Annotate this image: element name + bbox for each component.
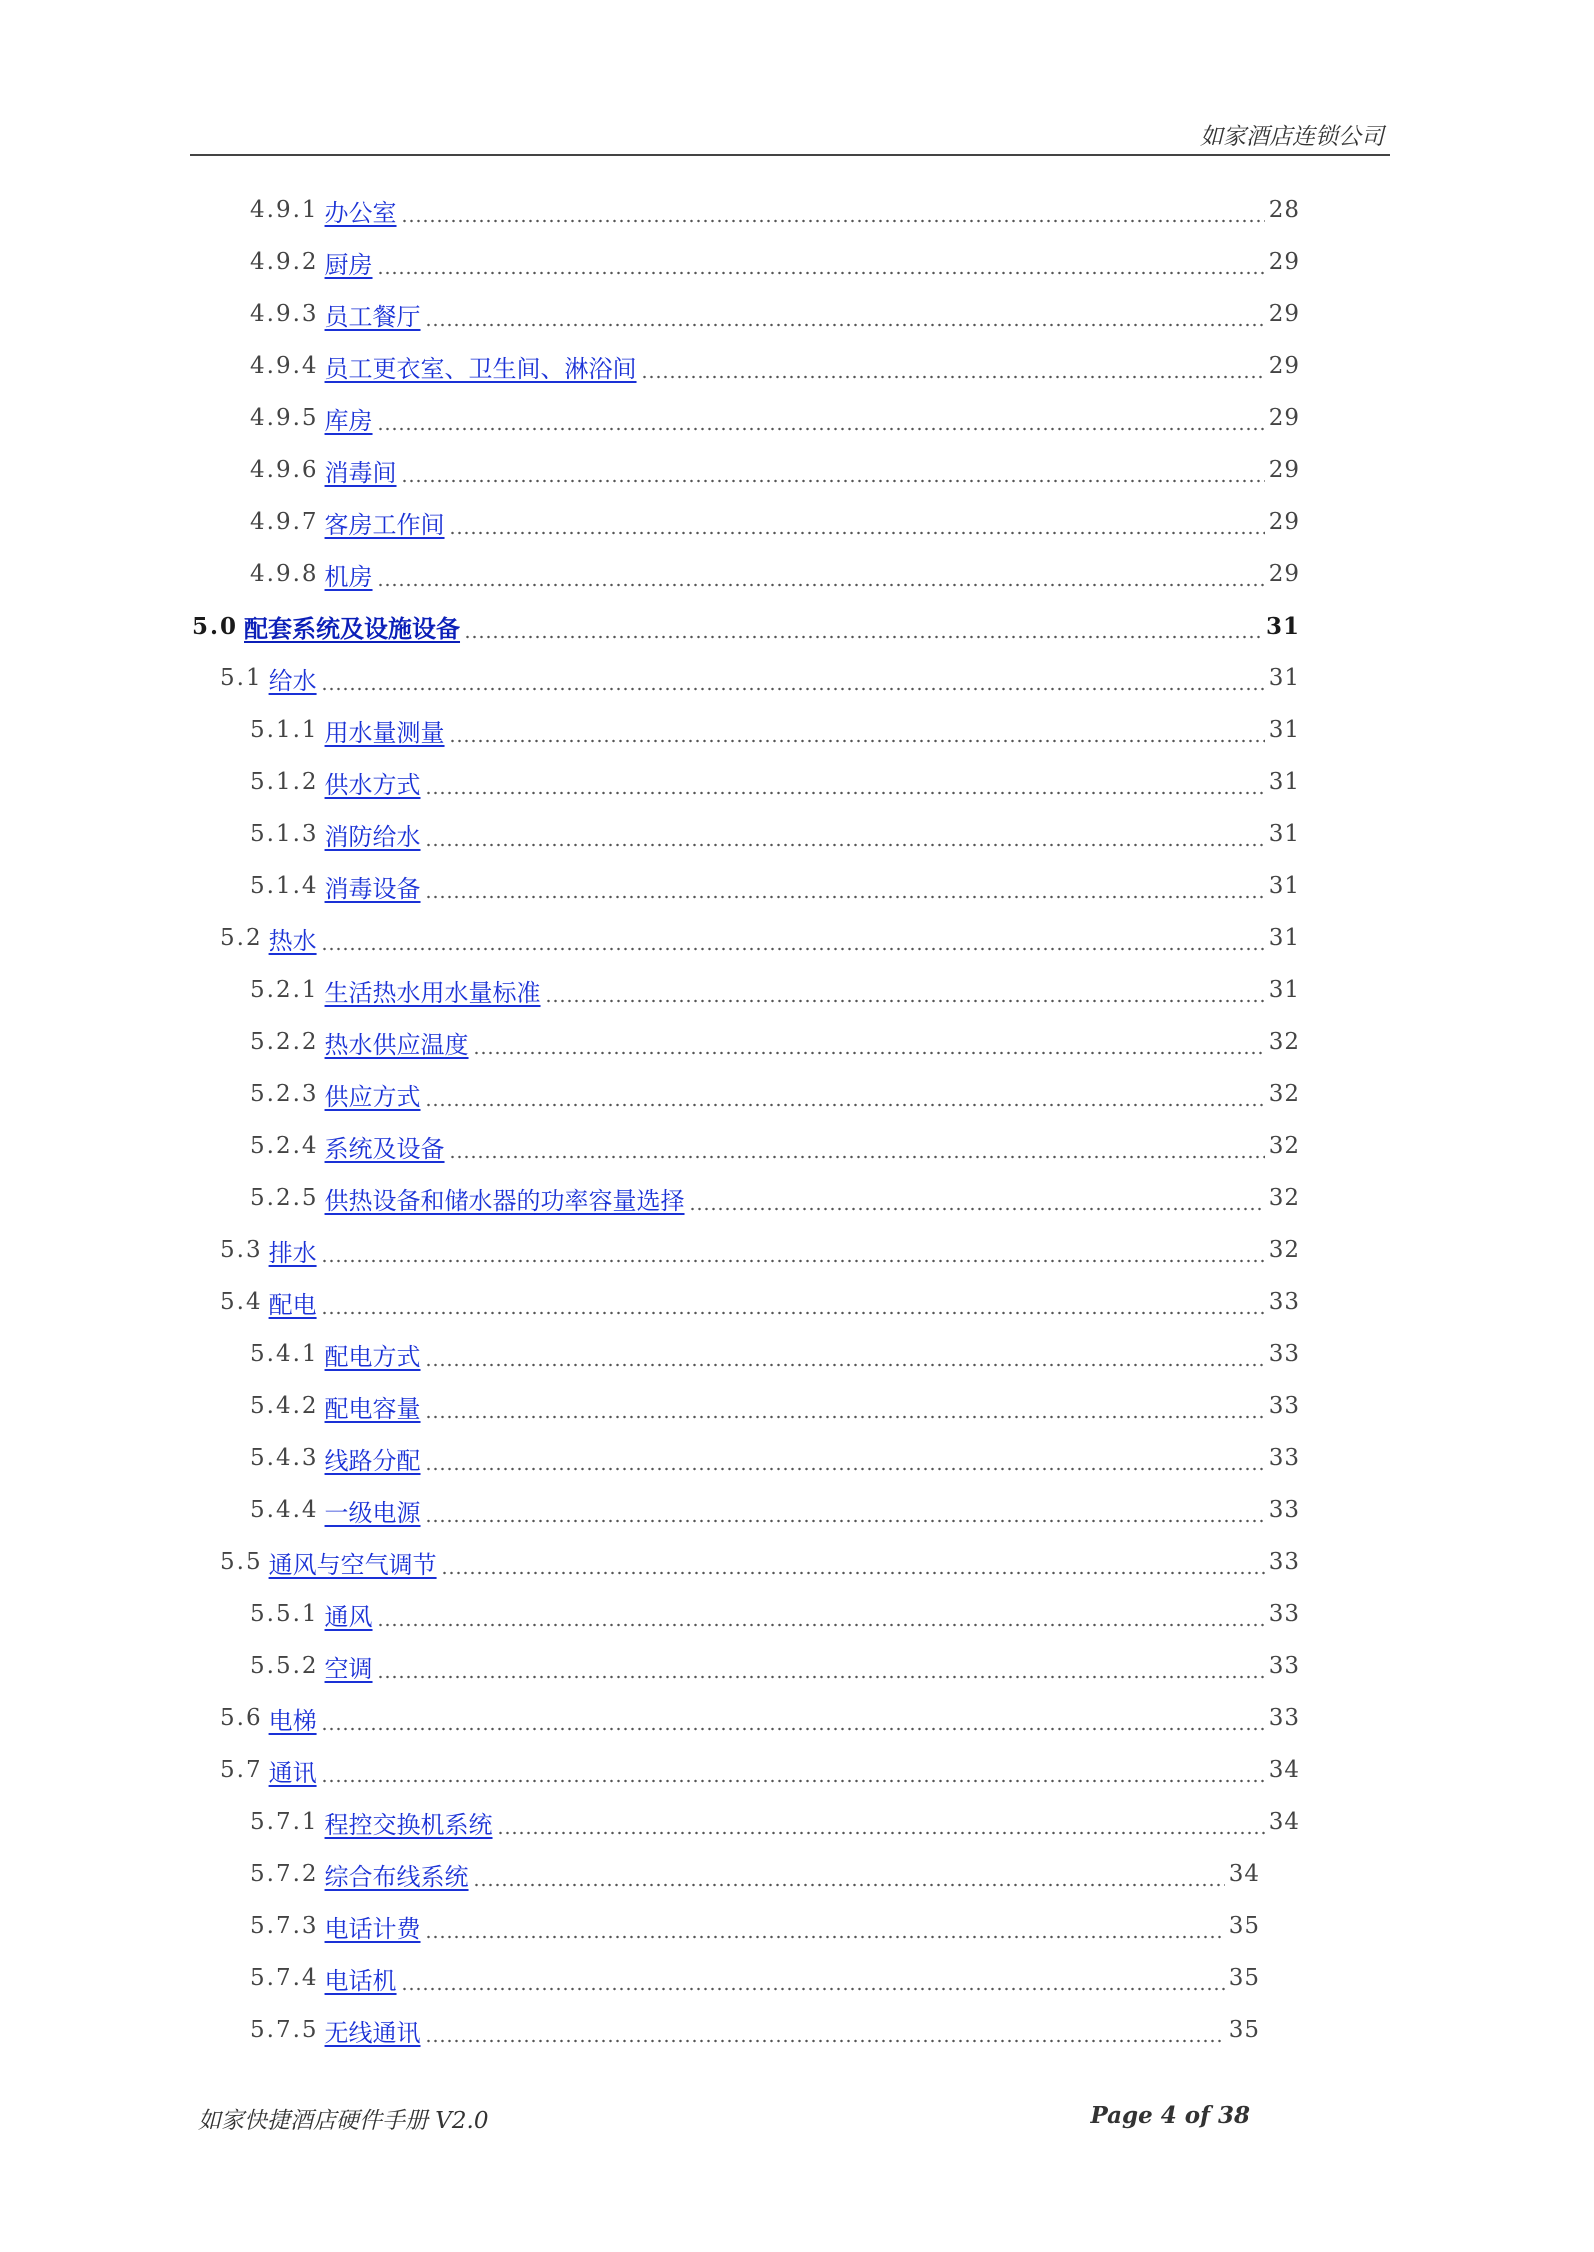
toc-entry-page: 33 xyxy=(1268,1289,1300,1315)
toc-entry-number: 5.4.1 xyxy=(250,1341,319,1367)
dot-leader xyxy=(497,1824,1265,1842)
toc-entry-link[interactable]: 热水 xyxy=(268,926,317,955)
toc-entry-number: 5.3 xyxy=(220,1237,263,1263)
toc-entry[interactable] xyxy=(250,502,1300,542)
toc-entry[interactable] xyxy=(220,918,1300,958)
toc-entry-link[interactable]: 客房工作间 xyxy=(324,510,445,539)
toc-entry-number: 5.2.1 xyxy=(250,977,319,1003)
dot-leader xyxy=(641,368,1265,386)
toc-entry[interactable] xyxy=(220,658,1300,698)
dot-leader xyxy=(425,784,1265,802)
toc-entry[interactable] xyxy=(250,710,1300,750)
dot-leader xyxy=(425,1096,1265,1114)
toc-entry[interactable] xyxy=(250,1594,1300,1634)
toc-entry-page: 31 xyxy=(1265,612,1300,640)
toc-entry-page: 31 xyxy=(1268,873,1300,899)
dot-leader xyxy=(321,1772,1265,1790)
dot-leader xyxy=(425,888,1265,906)
dot-leader xyxy=(425,1928,1225,1946)
toc-entry-page: 31 xyxy=(1268,977,1300,1003)
toc-entry-page: 29 xyxy=(1268,561,1300,587)
toc-entry-number: 4.9.7 xyxy=(250,509,319,535)
toc-entry[interactable] xyxy=(250,1438,1300,1478)
toc-entry-link[interactable]: 配套系统及设施设备 xyxy=(244,614,461,643)
dot-leader xyxy=(401,212,1265,230)
toc-entry[interactable] xyxy=(250,1958,1260,1998)
toc-entry-number: 5.7.4 xyxy=(250,1965,319,1991)
toc-entry[interactable] xyxy=(220,1542,1300,1582)
company-name: 如家酒店连锁公司 xyxy=(1200,124,1384,150)
toc-entry[interactable] xyxy=(250,866,1300,906)
toc-entry[interactable] xyxy=(250,1334,1300,1374)
toc-entry-page: 29 xyxy=(1268,509,1300,535)
toc-entry-page: 31 xyxy=(1268,925,1300,951)
dot-leader xyxy=(425,836,1265,854)
toc-entry-page: 31 xyxy=(1268,665,1300,691)
toc-entry-link[interactable]: 一级电源 xyxy=(324,1498,421,1527)
toc-entry-page: 33 xyxy=(1268,1653,1300,1679)
toc-entry-page: 33 xyxy=(1268,1341,1300,1367)
dot-leader xyxy=(473,1044,1265,1062)
toc-entry[interactable] xyxy=(250,1074,1300,1114)
dot-leader xyxy=(425,2032,1225,2050)
toc-entry-page: 33 xyxy=(1268,1601,1300,1627)
toc-entry[interactable] xyxy=(250,242,1300,282)
toc-entry[interactable] xyxy=(220,1282,1300,1322)
toc-entry[interactable] xyxy=(250,554,1300,594)
toc-entry-page: 35 xyxy=(1228,2017,1260,2043)
toc-entry-number: 5.2.3 xyxy=(250,1081,319,1107)
dot-leader xyxy=(545,992,1265,1010)
toc-entry-page: 33 xyxy=(1268,1549,1300,1575)
toc-entry[interactable] xyxy=(250,1022,1300,1062)
toc-entry-link[interactable]: 配电 xyxy=(268,1290,317,1319)
toc-entry[interactable] xyxy=(250,190,1300,230)
toc-entry-link[interactable]: 消防给水 xyxy=(324,822,421,851)
toc-entry-link[interactable]: 排水 xyxy=(268,1238,317,1267)
toc-entry-number: 5.7 xyxy=(220,1757,263,1783)
dot-leader xyxy=(401,1980,1225,1998)
toc-entry[interactable] xyxy=(220,1698,1300,1738)
toc-entry-page: 32 xyxy=(1268,1237,1300,1263)
dot-leader xyxy=(401,472,1265,490)
toc-entry-link[interactable]: 供热设备和储水器的功率容量选择 xyxy=(324,1186,685,1215)
toc-entry-number: 5.5.1 xyxy=(250,1601,319,1627)
toc-entry-link[interactable]: 程控交换机系统 xyxy=(324,1810,493,1839)
toc-entry-number: 4.9.5 xyxy=(250,405,319,431)
page-number: Page 4 of 38 xyxy=(1090,2102,1250,2129)
toc-entry-link[interactable]: 机房 xyxy=(324,562,373,591)
toc-entry-page: 29 xyxy=(1268,405,1300,431)
toc-entry-page: 29 xyxy=(1268,353,1300,379)
toc-entry-number: 5.5 xyxy=(220,1549,263,1575)
toc-entry-link[interactable]: 用水量测量 xyxy=(324,718,445,747)
dot-leader xyxy=(425,1408,1265,1426)
dot-leader xyxy=(377,1668,1265,1686)
document-title: 如家快捷酒店硬件手册 V2.0 xyxy=(198,2108,489,2134)
toc-entry-number: 5.2 xyxy=(220,925,263,951)
toc-entry-number: 4.9.8 xyxy=(250,561,319,587)
toc-entry[interactable] xyxy=(250,1906,1260,1946)
toc-entry[interactable] xyxy=(250,1178,1300,1218)
toc-entry-link[interactable]: 供水方式 xyxy=(324,770,421,799)
toc-entry-number: 4.9.3 xyxy=(250,301,319,327)
dot-leader xyxy=(425,316,1265,334)
toc-entry-number: 5.4 xyxy=(220,1289,263,1315)
toc-entry-page: 34 xyxy=(1268,1757,1300,1783)
toc-entry-number: 5.1.1 xyxy=(250,717,319,743)
toc-entry-link[interactable]: 综合布线系统 xyxy=(324,1862,469,1891)
dot-leader xyxy=(425,1512,1265,1530)
dot-leader xyxy=(321,1720,1265,1738)
dot-leader xyxy=(377,264,1265,282)
toc-entry-page: 33 xyxy=(1268,1705,1300,1731)
toc-entry-link[interactable]: 无线通讯 xyxy=(324,2018,421,2047)
toc-entry-page: 29 xyxy=(1268,457,1300,483)
toc-entry-link[interactable]: 电梯 xyxy=(268,1706,317,1735)
toc-entry-link[interactable]: 配电容量 xyxy=(324,1394,421,1423)
toc-entry-page: 29 xyxy=(1268,249,1300,275)
toc-entry-page: 32 xyxy=(1268,1081,1300,1107)
toc-entry-link[interactable]: 给水 xyxy=(268,666,317,695)
toc-entry-link[interactable]: 热水供应温度 xyxy=(324,1030,469,1059)
toc-entry-link[interactable]: 系统及设备 xyxy=(324,1134,445,1163)
toc-entry[interactable] xyxy=(250,762,1300,802)
toc-entry-link[interactable]: 线路分配 xyxy=(324,1446,421,1475)
toc-entry[interactable] xyxy=(250,1126,1300,1166)
toc-entry-link[interactable]: 配电方式 xyxy=(324,1342,421,1371)
toc-entry-number: 5.1.2 xyxy=(250,769,319,795)
dot-leader xyxy=(425,1460,1265,1478)
dot-leader xyxy=(377,576,1265,594)
toc-entry-number: 5.1.3 xyxy=(250,821,319,847)
toc-entry-link[interactable]: 厨房 xyxy=(324,250,373,279)
toc-entry-number: 4.9.4 xyxy=(250,353,319,379)
toc-entry-link[interactable]: 消毒间 xyxy=(324,458,397,487)
toc-entry-number: 5.2.2 xyxy=(250,1029,319,1055)
toc-entry[interactable] xyxy=(220,1750,1300,1790)
toc-entry[interactable] xyxy=(250,1386,1300,1426)
toc-entry-link[interactable]: 库房 xyxy=(324,406,373,435)
toc-entry-link[interactable]: 供应方式 xyxy=(324,1082,421,1111)
toc-entry-link[interactable]: 空调 xyxy=(324,1654,373,1683)
toc-entry-number: 5.7.3 xyxy=(250,1913,319,1939)
toc-entry[interactable] xyxy=(220,1230,1300,1270)
toc-entry-number: 5.0 xyxy=(192,612,239,640)
dot-leader xyxy=(689,1200,1265,1218)
toc-entry-number: 5.4.3 xyxy=(250,1445,319,1471)
toc-entry[interactable] xyxy=(250,1854,1260,1894)
dot-leader xyxy=(321,1304,1265,1322)
toc-entry-page: 28 xyxy=(1268,197,1300,223)
toc-entry[interactable] xyxy=(192,606,1300,646)
toc-entry-page: 31 xyxy=(1268,821,1300,847)
toc-entry[interactable] xyxy=(250,1802,1300,1842)
toc-entry-page: 35 xyxy=(1228,1913,1260,1939)
toc-entry[interactable] xyxy=(250,814,1300,854)
toc-entry[interactable] xyxy=(250,450,1300,490)
toc-entry-link[interactable]: 电话计费 xyxy=(324,1914,421,1943)
toc-entry-page: 33 xyxy=(1268,1393,1300,1419)
dot-leader xyxy=(377,420,1265,438)
dot-leader xyxy=(449,524,1265,542)
toc-entry-link[interactable]: 通风 xyxy=(324,1602,373,1631)
dot-leader xyxy=(321,940,1265,958)
dot-leader xyxy=(425,1356,1265,1374)
toc-entry[interactable] xyxy=(250,294,1300,334)
toc-entry-page: 34 xyxy=(1228,1861,1260,1887)
dot-leader xyxy=(449,732,1265,750)
page-header xyxy=(190,112,1390,156)
toc-entry-number: 4.9.1 xyxy=(250,197,319,223)
toc-entry-link[interactable]: 员工更衣室、卫生间、淋浴间 xyxy=(324,354,637,383)
toc-entry[interactable] xyxy=(250,970,1300,1010)
toc-entry-number: 5.4.4 xyxy=(250,1497,319,1523)
dot-leader xyxy=(321,680,1265,698)
dot-leader xyxy=(377,1616,1265,1634)
toc-entry-number: 5.1.4 xyxy=(250,873,319,899)
toc-entry-page: 34 xyxy=(1268,1809,1300,1835)
page-footer xyxy=(190,2102,1250,2138)
toc-entry-page: 31 xyxy=(1268,769,1300,795)
toc-entry-number: 5.2.5 xyxy=(250,1185,319,1211)
toc-entry-number: 4.9.2 xyxy=(250,249,319,275)
dot-leader xyxy=(473,1876,1225,1894)
toc-entry-page: 33 xyxy=(1268,1445,1300,1471)
toc-entry[interactable] xyxy=(250,1646,1300,1686)
dot-leader xyxy=(464,628,1262,646)
toc-entry-number: 5.7.2 xyxy=(250,1861,319,1887)
toc-entry-page: 32 xyxy=(1268,1185,1300,1211)
toc-entry-number: 5.1 xyxy=(220,665,263,691)
toc-entry[interactable] xyxy=(250,2010,1260,2050)
dot-leader xyxy=(449,1148,1265,1166)
toc-entry-number: 5.5.2 xyxy=(250,1653,319,1679)
toc-entry-page: 32 xyxy=(1268,1029,1300,1055)
dot-leader xyxy=(441,1564,1265,1582)
toc-entry-page: 31 xyxy=(1268,717,1300,743)
toc-entry-link[interactable]: 电话机 xyxy=(324,1966,397,1995)
toc-entry-page: 33 xyxy=(1268,1497,1300,1523)
toc-entry[interactable] xyxy=(250,1490,1300,1530)
toc-entry-link[interactable]: 生活热水用水量标准 xyxy=(324,978,541,1007)
toc-entry-link[interactable]: 通风与空气调节 xyxy=(268,1550,437,1579)
toc-entry[interactable] xyxy=(250,398,1300,438)
toc-entry-link[interactable]: 办公室 xyxy=(324,198,397,227)
toc-entry-number: 5.4.2 xyxy=(250,1393,319,1419)
toc-entry-number: 5.7.1 xyxy=(250,1809,319,1835)
toc-entry-page: 32 xyxy=(1268,1133,1300,1159)
toc-entry-link[interactable]: 消毒设备 xyxy=(324,874,421,903)
toc-entry-number: 4.9.6 xyxy=(250,457,319,483)
toc-entry-number: 5.7.5 xyxy=(250,2017,319,2043)
toc-entry[interactable] xyxy=(250,346,1300,386)
toc-entry-number: 5.2.4 xyxy=(250,1133,319,1159)
toc-entry-page: 35 xyxy=(1228,1965,1260,1991)
toc-entry-link[interactable]: 通讯 xyxy=(268,1758,317,1787)
toc-entry-page: 29 xyxy=(1268,301,1300,327)
toc-entry-number: 5.6 xyxy=(220,1705,263,1731)
toc-entry-link[interactable]: 员工餐厅 xyxy=(324,302,421,331)
dot-leader xyxy=(321,1252,1265,1270)
